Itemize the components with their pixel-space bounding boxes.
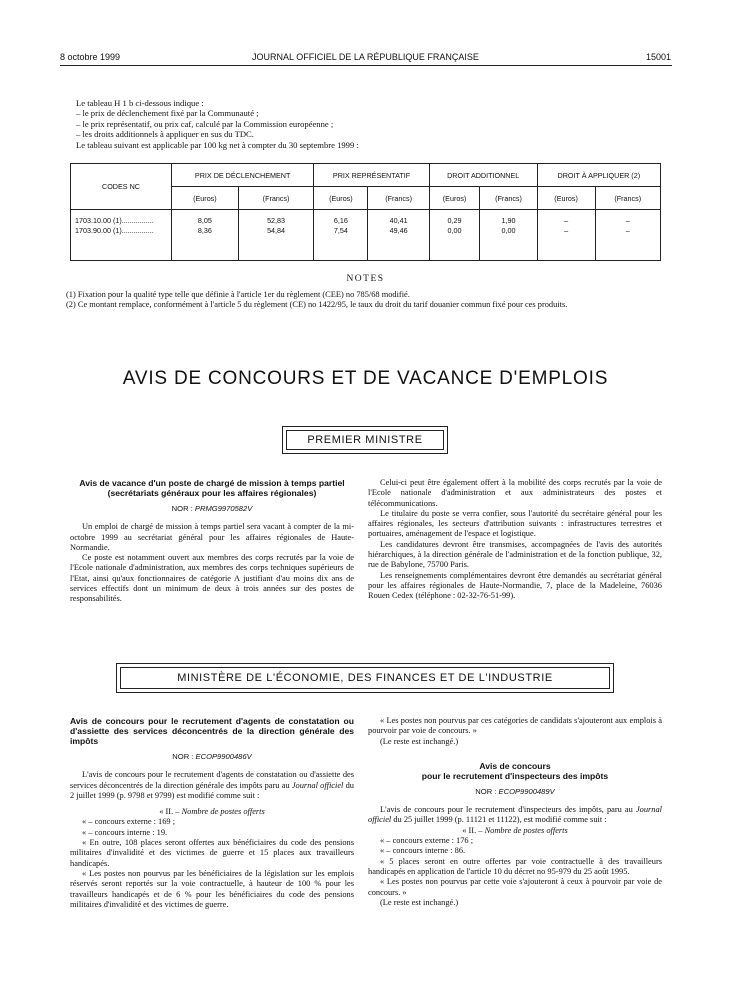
paragraph: (Le reste est inchangé.) (380, 736, 459, 746)
paragraph: Ce poste est notamment ouvert aux membres des corps recrutés par la voie de l'Ecole nationale d'administration, aux membres des corps techniques supérieurs de l'Etat, ainsi qu'aux fonctionnaires de catégorie A justifiant d'au moins dix ans de services effectifs dont un minimum de deux à trois années sur des postes de responsabilités. (70, 553, 354, 604)
value-cell: – (564, 216, 569, 225)
value-cell: – (625, 226, 630, 235)
paragraph: « Les postes non pourvus par cette voie s'ajouteront à ceux à pourvoir par voie de concours. » (368, 877, 662, 897)
value-cell: 52,83 (267, 216, 286, 225)
table-intro (76, 98, 676, 150)
intro-line: – le prix de déclenchement fixé par la Communauté ; (76, 108, 259, 119)
price-table (70, 163, 661, 261)
intro-line: Le tableau H 1 b ci-dessous indique : (76, 98, 204, 108)
header-journal-title: JOURNAL OFFICIEL DE LA RÉPUBLIQUE FRANÇAISE (252, 52, 479, 62)
intro-line: – le prix représentatif, ou prix caf, calculé par la Commission européenne ; (76, 118, 334, 129)
paragraph: L'avis de concours pour le recrutement d'agents de constatation ou d'assiette des services déconcentrés de la direction générale des impôts paru au Journal officiel du 2 juillet 1999 (p. 9798 et 9799) est modifié comme suit : (70, 770, 354, 800)
currency-header: (Francs) (595, 187, 660, 210)
header-rule (60, 65, 672, 66)
table-data-row (71, 210, 661, 261)
value-cell: 49,46 (389, 226, 408, 235)
nor-label: NOR : (475, 786, 497, 796)
code-cell: 1703.90.00 (1)................ (75, 226, 154, 235)
pm-left-column (70, 478, 354, 605)
nor-code: ECOP9900486V (195, 752, 252, 761)
subheading: « II. – Nombre de postes offerts (159, 807, 265, 817)
paragraph: Les candidatures devront être transmises, accompagnées de l'avis des autorités hiérarchiques, à la direction générale de l'administration et de la fonction publique, 32, rue de Babylone, 75700 Paris. (368, 539, 662, 570)
pm-right-column (368, 478, 662, 602)
ministere-box (116, 663, 614, 693)
paragraph: L'avis de concours pour le recrutement d'inspecteurs des impôts, paru au Journal officiel du 25 juillet 1999 (p. 11121 et 11122), est modifié comme suit : (368, 805, 662, 825)
article-title: Avis de concours pour le recrutement d'inspecteurs des impôts (421, 760, 609, 781)
list-item: « – concours externe : 169 ; (82, 817, 176, 827)
code-cell: 1703.10.00 (1)................ (75, 216, 154, 225)
value-cell: 0,00 (447, 226, 462, 235)
value-cell: 7,54 (333, 226, 348, 235)
article-title: Avis de vacance d'un poste de chargé de mission à temps partiel (secrétariats généraux pour les affaires régionales) (79, 478, 345, 498)
codes-nc-header: CODES NC (71, 164, 172, 210)
value-cell: 40,41 (389, 216, 408, 225)
table-header-row (71, 164, 661, 187)
currency-header: (Francs) (238, 187, 314, 210)
currency-header: (Francs) (480, 187, 537, 210)
paragraph: « 5 places seront en outre offertes par voie contractuelle à des travailleurs handicapés en application de l'article 10 du décret no 95-979 du 25 août 1995. (368, 856, 662, 876)
value-cell: 54,84 (267, 226, 286, 235)
value-cell: 6,16 (333, 216, 348, 225)
note-1: (1) Fixation pour la qualité type telle que définie à l'article 1er du règlement (CEE) no 785/68 modifié. (66, 290, 410, 299)
nor-reference (368, 787, 662, 797)
value-cell: 0,00 (501, 226, 516, 235)
notes-title: NOTES (346, 274, 385, 284)
intro-line: – les droits additionnels à appliquer en sus du TDC. (76, 129, 254, 140)
paragraph: « En outre, 108 places seront offertes aux bénéficiaires du code des pensions militaires d'invalidité et des victimes de guerre et 15 places aux travailleurs handicapés. (70, 838, 354, 868)
nor-code: ECOP9900489V (498, 786, 555, 796)
note-2: (2) Ce montant remplace, conformément à l'article 5 du règlement (CE) no 1422/95, le taux du droit du tarif douanier commun fixé pour ces produits. (66, 300, 568, 310)
nor-reference (70, 504, 354, 514)
currency-header: (Francs) (368, 187, 429, 210)
group-header: PRIX REPRÉSENTATIF (314, 164, 429, 187)
value-cell: 0,29 (447, 216, 462, 225)
currency-header: (Euros) (172, 187, 239, 210)
currency-header: (Euros) (429, 187, 480, 210)
paragraph: Le titulaire du poste se verra confier, sous l'autorité du secrétaire général pour les affaires régionales, les secteurs d'attribution suivants : infrastructures terrestres et portuaires, aménagement de l'espace et logistique. (368, 508, 662, 539)
min-right-column (368, 716, 662, 908)
notes-block (66, 290, 666, 311)
paragraph: Les renseignements complémentaires devront être demandés au secrétariat général pour les affaires régionales de Haute-Normandie, 7, place de la Madeleine, 76036 Rouen Cedex (téléphone : 02-32-76-51-99). (368, 570, 662, 601)
value-cell: 8,36 (197, 226, 212, 235)
value-cell: – (564, 226, 569, 235)
subheading: « II. – Nombre de postes offerts (462, 825, 568, 835)
value-cell: 8,05 (197, 216, 212, 225)
intro-line: Le tableau suivant est applicable par 100 kg net à compter du 30 septembre 1999 : (76, 139, 359, 150)
paragraph: (Le reste est inchangé.) (380, 897, 459, 907)
premier-ministre-box (282, 426, 448, 454)
list-item: « – concours interne : 86. (380, 846, 466, 856)
header-page-number: 15001 (645, 52, 671, 62)
paragraph: « Les postes non pourvus par ces catégories de candidats s'ajouteront aux emplois à pourvoir par voie de concours. » (368, 716, 662, 736)
paragraph: « Les postes non pourvus par les bénéficiaires de la législation sur les emplois réservés seront reportés sur la voie contractuelle, à hauteur de 100 % pour les travailleurs handicapés et de 6 % pour les bénéficiaires du code des pensions militaires d'invalidité et des victimes de guerre. (70, 868, 354, 909)
paragraph: Celui-ci peut être également offert à la mobilité des corps recrutés par la voie de l'Ecole nationale d'administration et aux administrateurs des postes et télécommunications. (368, 478, 662, 508)
section-title: AVIS DE CONCOURS ET DE VACANCE D'EMPLOIS (122, 368, 609, 389)
ministere-label: MINISTÈRE DE L'ÉCONOMIE, DES FINANCES ET DE L'INDUSTRIE (120, 667, 610, 689)
min-left-column (70, 716, 354, 910)
article-title: Avis de concours pour le recrutement d'agents de constatation ou d'assiette des services déconcentrés de la direction générale des impôts (70, 716, 354, 746)
group-header: DROIT ADDITIONNEL (429, 164, 537, 187)
nor-label: NOR : (171, 504, 193, 513)
nor-reference (70, 752, 354, 762)
currency-header: (Euros) (314, 187, 368, 210)
paragraph: Un emploi de chargé de mission à temps partiel sera vacant à compter de la mi-octobre 1999 au secrétariat général pour les affaires régionales de Haute-Normandie. (70, 522, 354, 552)
value-cell: – (625, 216, 630, 225)
group-header: PRIX DE DÉCLENCHEMENT (172, 164, 314, 187)
list-item: « – concours interne : 19. (82, 827, 168, 837)
premier-ministre-label: PREMIER MINISTRE (286, 430, 444, 450)
group-header: DROIT À APPLIQUER (2) (537, 164, 660, 187)
currency-header: (Euros) (537, 187, 595, 210)
nor-label: NOR : (172, 752, 194, 761)
value-cell: 1,90 (501, 216, 516, 225)
nor-code: PRMG9970582V (194, 504, 253, 513)
header-date: 8 octobre 1999 (60, 52, 121, 62)
list-item: « – concours externe : 176 ; (380, 836, 474, 846)
